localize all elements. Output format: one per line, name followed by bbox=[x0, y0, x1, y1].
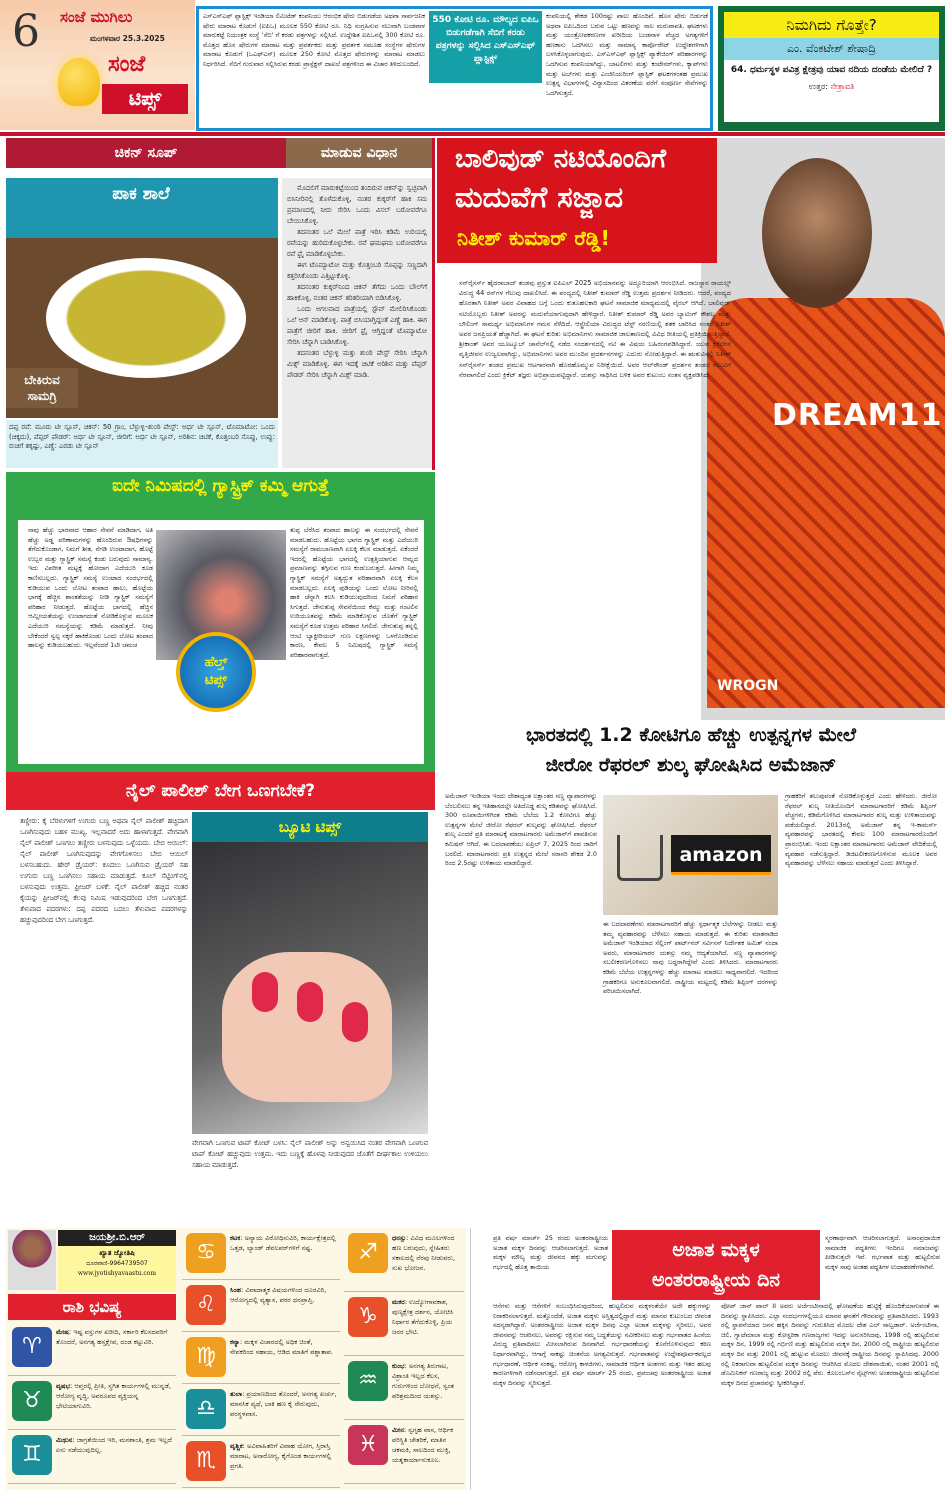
unborn-headline-line1: ಅಜಾತ ಮಕ್ಕಳ bbox=[672, 1239, 760, 1261]
astrologer-role: ಖ್ಯಾತ ಜ್ಯೋತಿಷಿ bbox=[99, 1249, 135, 1257]
sign-text: ಜಾಗ್ರತೆಯಿಂದ ಇರಿ, ಮನಶಾಂತಿ, ಶ್ರಮ ಇಲ್ಲದೆ ಏನು ನಡೆಯುವುದಿಲ್ಲ. bbox=[56, 1436, 172, 1454]
amazon-photo bbox=[603, 795, 778, 915]
bollywood-headline-line1: ಬಾಲಿವುಡ್ ನಟಿಯೊಂದಿಗೆ bbox=[455, 144, 667, 174]
horoscope-sign-3: ♊ ಮಿಥುನ: ಜಾಗ್ರತೆಯಿಂದ ಇರಿ, ಮನಶಾಂತಿ, ಶ್ರಮ ಇಲ್ಲದೆ ಏನು ನಡೆಯುವುದಿಲ್ಲ. bbox=[8, 1432, 176, 1484]
zodiac-icon: ♍ bbox=[186, 1337, 226, 1377]
nail-image bbox=[342, 1002, 368, 1042]
ingredients-title: ಬೇಕಿರುವ ಸಾಮಗ್ರಿ bbox=[6, 368, 78, 408]
quiz-answer-label: ಉತ್ತರ: bbox=[808, 82, 828, 91]
horoscope-sign-5: ♌ ಸಿಂಹ: ವಿವಾದಾತ್ಮಕ ವಿಷಯಗಳಿಂದ ದೂರವಿರಿ, ಆರೋಗ್ಯದಲ್ಲಿ ವ್ಯತ್ಯಾಸ, ಪರರ ಧನಪ್ರಾಪ್ತಿ. bbox=[182, 1282, 340, 1332]
zodiac-icon: ♒ bbox=[348, 1361, 388, 1401]
unborn-headline-line2: ಅಂತರರಾಷ್ಟ್ರೀಯ ದಿನ bbox=[652, 1269, 780, 1291]
sign-text: ಅನ್ಯಾಯ ವಿರೋಧಿಸುವಿರಿ, ಕಾರ್ಯಕ್ಷೇತ್ರದಲ್ಲಿ ಒತ್ತಡ, ಲ್ಯಾಂಡ್ ಡೆವಲಪರ್‌ಗಳಿಗೆ ನಷ್ಟ. bbox=[230, 1234, 336, 1252]
sign-name: ಕಟಕ bbox=[230, 1234, 241, 1242]
astrologer-photo bbox=[8, 1230, 56, 1290]
unborn-day-section bbox=[470, 1228, 945, 1490]
method-text bbox=[282, 178, 432, 468]
amazon-col3: ಗ್ರಾಹಕರಿಗೆ ತಲುಪುವಂತೆ ನೋಡಿಕೊಳ್ಳುತ್ತದೆ ಎಂದು ಹೇಳಿದರು. ಜೀರೋ ರೆಫರಲ್ ಶುಲ್ಕ ನೀತಿಯೊಂದಿಗೆ ಮಾರಾಟಗಾರರಿಗೆ ಕಡಿಮೆ ಶಿಪ್ಪಿಂಗ್ ವೆಚ್ಚಗಳು, ಕಡಿಮೆಗೊಳಿಸಿದ ಮಾರಾಟಗಾರರ ಶುಲ್ಕ ಮತ್ತು ಉಳಿತಾಯವನ್ನು ಪಡೆಯಲಿದ್ದಾರೆ. 2013ರಲ್ಲಿ ಅಮೆಜಾನ್ ತನ್ನ ಇ-ಕಾಮರ್ಸ್ ವ್ಯವಹಾರವನ್ನು ಭಾರತದಲ್ಲಿ ಕೇವಲ 100 ಮಾರಾಟಗಾರರೊಂದಿಗೆ ಪ್ರಾರಂಭಿಸಿತು. ಇಂದು ಲಕ್ಷಾಂತರ ಮಾರಾಟಗಾರರು ಅಮೆಜಾನ್ ವೇದಿಕೆಯಲ್ಲಿ ವ್ಯವಹಾರ ನಡೆಸುತ್ತಿದ್ದಾರೆ. ಡಿಜಿಟಲೀಕರಣಗೊಳಿಸುವ ಮೂಲಕ ಅವರ ವ್ಯವಹಾರವನ್ನು ಬೆಳೆಸಲು ಸಹಾಯ ಮಾಡುತ್ತದೆ ಎಂದು ತಿಳಿಸಿದ್ದಾರೆ. bbox=[785, 792, 937, 868]
horoscope-sign-11: ♒ ಕುಂಭ: ಅನಗತ್ಯ ತಿರುಗಾಟ, ವಿಶ್ರಾಂತಿ ಇಲ್ಲದ ಕೆಲಸ, ಗುರುಗಳಿಂದ ಬೋಧನೆ, ಸ್ವಂತ ಪರಿಶ್ರಮದಿಂದ ಯಶಸ್ಸು. bbox=[344, 1358, 464, 1420]
sign-text: ಪ್ರಯಾಣದಿಂದ ತೊಂದರೆ, ಅನಗತ್ಯ ಖರ್ಚು, ಮಾನಸಿಕ ವ್ಯಥೆ, ಬಾಕಿ ಹಣ ಕೈ ಸೇರುವುದು, ಪರಸ್ಥಳವಾಸ. bbox=[230, 1390, 337, 1418]
unborn-headline bbox=[612, 1230, 820, 1300]
badge-line1: ಹೆಲ್ತ್ bbox=[204, 655, 228, 670]
bollywood-body: ಸನ್‌ರೈಸರ್ಸ್ ಹೈದರಾಬಾದ್ ತಂಡವು ಪ್ರಸ್ತುತ ಐಪಿಎಲ್ 2025 ಅಭಿಯಾನವನ್ನು ಅದ್ದೂರಿಯಾಗಿ ಆರಂಭಿಸಿದೆ. ರಾಜಸ್ಥಾನ ರಾಯಲ್ಸ್ ವಿರುದ್ಧ 44 ರನ್‌ಗಳ ಗೆಲುವು ದಾಖಲಿಸಿದೆ. ಈ ಪಂದ್ಯದಲ್ಲಿ ನಿತೀಶ್ ಕುಮಾರ್ ರೆಡ್ಡಿ ಉತ್ತಮ ಪ್ರದರ್ಶನ ನೀಡಿದರು. ಆದರೆ, ಪಂದ್ಯದ ಹೊರತಾಗಿ ನಿತೀಶ್ ಅವರ ವಿವಾಹದ ಬಗ್ಗೆ ಒಂದು ಕುತೂಹಲಕಾರಿ ಘಟನೆ ಸಾಮಾಜಿಕ ಮಾಧ್ಯಮದಲ್ಲಿ ವೈರಲ್ ಆಗಿದೆ. ಬಾಲಿವುಡ್ ನಟಿಯೊಬ್ಬರು ನಿತೀಶ್ ಅವರನ್ನು ಮದುವೆಯಾಗುವುದಾಗಿ ಹೇಳಿದ್ದಾರೆ. ನಿತೀಶ್ ಕುಮಾರ್ ರೆಡ್ಡಿ ಅವರ ಬ್ಯಾಟಿಂಗ್ ಕೌಶಲ್ಯ ಮತ್ತು ಬೌಲಿಂಗ್ ಸಾಮರ್ಥ್ಯ ಅಭಿಮಾನಿಗಳ ಗಮನ ಸೆಳೆದಿದೆ. ಆಸ್ಟ್ರೇಲಿಯಾ ವಿರುದ್ಧದ ಟೆಸ್ಟ್ ಸರಣಿಯಲ್ಲಿ ಶತಕ ಬಾರಿಸಿದ ನಂತರ ನಿತೀಶ್ ಅವರ ಜನಪ್ರಿಯತೆ ಹೆಚ್ಚಾಗಿದೆ. ಈ ಘಟನೆ ಕುರಿತು ಅಭಿಮಾನಿಗಳು ಸಾಮಾಜಿಕ ಜಾಲತಾಣದಲ್ಲಿ ವಿವಿಧ ರೀತಿಯಲ್ಲಿ ಪ್ರತಿಕ್ರಿಯಿಸುತ್ತಿದ್ದಾರೆ. ಶ್ರೀಕಾಂತ್ ಅವರ ಯೂಟ್ಯೂಬ್ ಚಾನೆಲ್‌ನಲ್ಲಿ ನಡೆದ ಸಂದರ್ಶನದಲ್ಲಿ ನಟಿ ಈ ವಿಷಯ ಬಹಿರಂಗಪಡಿಸಿದ್ದಾರೆ. ಯುವ ಕ್ರಿಕೆಟಿಗನ ವೃತ್ತಿಜೀವನ ಉಜ್ವಲವಾಗಿದ್ದು, ಅಭಿಮಾನಿಗಳು ಅವರ ಮುಂದಿನ ಪ್ರದರ್ಶನಗಳನ್ನು ಎದುರು ನೋಡುತ್ತಿದ್ದಾರೆ. ಈ ಋತುವಿನಲ್ಲಿ ನಿತೀಶ್ ಸನ್‌ರೈಸರ್ಸ್ ತಂಡದ ಪ್ರಮುಖ ಆಟಗಾರನಾಗಿ ಹೊರಹೊಮ್ಮುವ ನಿರೀಕ್ಷೆಯಿದೆ. ಅವರ ಆಲ್‌ರೌಂಡ್ ಪ್ರದರ್ಶನ ತಂಡದ ಗೆಲುವಿಗೆ ನೆರವಾಗಲಿದೆ ಎಂದು ಕ್ರಿಕೆಟ್ ತಜ್ಞರು ಅಭಿಪ್ರಾಯಪಟ್ಟಿದ್ದಾರೆ. ಯಶಸ್ಸು ಸಾಧಿಸಿದ ಬಳಿಕ ಅವರ ಕುಟುಂಬ ಸಂತಸ ವ್ಯಕ್ತಪಡಿಸಿದೆ. bbox=[459, 279, 731, 379]
sign-name: ಕುಂಭ bbox=[392, 1362, 405, 1370]
nail-image bbox=[297, 982, 323, 1022]
horoscope-sign-8: ♏ ವೃಶ್ಚಿಕ: ಅವಿವಾಹಿತರಿಗೆ ವಿವಾಹ ಯೋಗ, ಸ್ತಿರಾಸ್ತಿ ಮಾರಾಟ, ಅನಾರೋಗ್ಯ, ಕೈಗೊಂಡ ಕಾರ್ಯಗಳಲ್ಲಿ ಪ್ರಗತಿ. bbox=[182, 1438, 340, 1488]
soup-bowl-image bbox=[46, 258, 246, 378]
health-tips-badge bbox=[176, 632, 256, 712]
sign-name: ವೃಶ್ಚಿಕ bbox=[230, 1442, 243, 1450]
unborn-lead: ಪ್ರತಿ ವರ್ಷ ಮಾರ್ಚ್ 25 ರಂದು ಅಂತರರಾಷ್ಟ್ರೀಯ ಅಜಾತ ಮಕ್ಕಳ ದಿನವನ್ನು ಆಚರಿಸಲಾಗುತ್ತದೆ. ಅಜಾತ ಮಕ್ಕಳ ಮೌಲ್ಯ ಮತ್ತು ಜೀವನದ ಹಕ್ಕು ಮಗುವನ್ನು ಗರ್ಭದಲ್ಲಿ ಹೊತ್ತ ತಾಯಿಯ bbox=[493, 1234, 608, 1271]
horoscope-sign-2: ♉ ವೃಷಭ: ಆಪ್ತರಲ್ಲಿ ಪ್ರೀತಿ, ಸ್ಥಗಿತ ಕಾರ್ಯಗಳಲ್ಲಿ ಮುನ್ನಡೆ, ಆರೋಗ್ಯ ವೃದ್ಧಿ, ಅಪರೂಪದ ವ್ಯಕ್ತಿಯನ್ನ ಭೇಟಿಯಾಗುವಿರಿ. bbox=[8, 1378, 176, 1430]
section-label: ಪಾಕ ಶಾಲೆ bbox=[112, 184, 170, 204]
zodiac-icon: ♐ bbox=[348, 1233, 388, 1273]
sign-name: ಮಕರ bbox=[392, 1298, 405, 1306]
sign-text: ಉದ್ಯೋಗಾವಕಾಶ, ಪುಣ್ಯಕ್ಷೇತ್ರ ದರ್ಶನ, ಯೋಚಿಸಿ ನಿರ್ಧಾರ ತೆಗೆದುಕೊಳ್ಳಿ, ಪ್ರಿಯ ಜನರ ಭೇಟಿ. bbox=[392, 1298, 454, 1336]
recipe-title: ಚಿಕನ್ ಸೂಪ್ bbox=[6, 138, 286, 168]
soup-photo bbox=[6, 178, 278, 418]
beauty-col2: ವೇಗವಾಗಿ ಒಣಗುವ ಟಾಪ್ ಕೋಟ್ ಬಳಸಿ: ನೈಲ್ ಪಾಲೀಶ್ ಅನ್ನು ಅನ್ವಯಿಸಿದ ನಂತರ ವೇಗವಾಗಿ ಒಣಗುವ ಟಾಪ್ ಕೋಟ್ ಹಚ್ಚುವುದು ಉತ್ತಮ. ಇದು ಬಣ್ಣಕ್ಕೆ ಹೊಳಪು ನೀಡುವುದರ ಜೊತೆಗೆ ದೀರ್ಘಕಾಲ ಉಳಿಯಲು ಸಹಾಯ ಮಾಡುತ್ತದೆ. bbox=[192, 1139, 428, 1169]
bollywood-section bbox=[437, 138, 945, 720]
shopping-cart-icon bbox=[617, 835, 663, 881]
method-step: ತದನಂತರ ಒಲೆ ಮೇಲೆ ಪಾತ್ರೆ ಇರಿಸಿ ಕಡಿಮೆ ಉರಿಯಲ್ಲಿ ರವೆಯನ್ನು ಹುರಿದುಕೊಳ್ಳಬೇಕು. ರವೆ ಘಮಘಮ ಬರೋವರೆಗೂ ರವೆ ಫ್ರೈ ಮಾಡಿಕೊಳ್ಳಬೇಕು. bbox=[287, 228, 427, 258]
horoscope-section bbox=[6, 1228, 466, 1490]
quiz-question: 64. ಧರ್ಮಸ್ಥಳ ಪವಿತ್ರ ಕ್ಷೇತ್ರವು ಯಾವ ನದಿಯ ದಂಡೆಯ ಮೇಲಿದೆ ? bbox=[730, 65, 933, 75]
zodiac-icon: ♌ bbox=[186, 1285, 226, 1325]
jersey-brand: WROGN bbox=[717, 678, 779, 694]
beauty-col1: ತಣ್ಣೀರು: ಕೈ ಬೆರಳುಗಳಿಗೆ ಉಗುರು ಬಣ್ಣ ಅಥವಾ ನೈಲ್ ಪಾಲೀಶ್ ಹಚ್ಚಿದಾಗ ಒಣಗಿಸುವುದು ಬಹಳ ಮುಖ್ಯ. ಇಲ್ಲವಾದರೆ ಅದು ಹಾಳಾಗುತ್ತದೆ. ವೇಗವಾಗಿ ನೈಲ್ ಪಾಲೀಶ್ ಒಣಗಲು ತಣ್ಣೀರು ಬಳಸುವುದು ಒಳ್ಳೆಯದು. ಬೇಬಿ ಆಯಿಲ್: ನೈಲ್ ಪಾಲೀಶ್ ಒಣಗಿಸುವುದನ್ನು ವೇಗಗೊಳಿಸಲು ಬೇಬಿ ಆಯಿಲ್ ಬಳಸಬಹುದು. ಹೇರ್ ಡ್ರೈಯರ್: ಕೂದಲು ಒಣಗಿಸುವ ಡ್ರೈಯರ್ ಸಹ ಉಗುರು ಬಣ್ಣ ಒಣಗಿಸಲು ಸಹಾಯ ಮಾಡುತ್ತದೆ. ಕೂಲ್ ಸೆಟ್ಟಿಂಗ್‌ನಲ್ಲಿ ಬಳಸುವುದು ಉತ್ತಮ. ಫ್ರೀಜರ್ ಬಳಕೆ: ನೈಲ್ ಪಾಲೀಶ್ ಹಚ್ಚಿದ ನಂತರ ಕೈಯನ್ನು ಫ್ರೀಜರ್‌ನಲ್ಲಿ ಕೆಲವು ನಿಮಿಷ ಇಡುವುದರಿಂದ ಬೇಗ ಒಣಗುತ್ತದೆ. ತೆಳುವಾದ ಪದರಗಳು: ದಪ್ಪ ಪದರದ ಬದಲು ತೆಳುವಾದ ಪದರಗಳನ್ನು ಹಚ್ಚುವುದರಿಂದ ಬೇಗ ಒಣಗುತ್ತದೆ. bbox=[20, 817, 188, 924]
publication-date: ಮಂಗಳವಾರ 25.3.2025 bbox=[90, 34, 165, 43]
method-step: ತದನಂತರ ಕುಕ್ಕರ್‌ನಿಂದ ಚಿಕನ್ ತೆಗೆದು ಒಂದು ಬೌಲ್‌ಗೆ ಹಾಕಿಕೊಳ್ಳಿ, ನಂತರ ಚಿಕನ್ ತರಿತರಿಯಾಗಿ ಬಿಡಿಸಿಕೊಳ್ಳಿ. bbox=[287, 283, 427, 302]
unborn-col2: ಪೋಪ್ ಜಾನ್ ಪಾಲ್ II ಅವರು ಅರ್ಜೆಂಟೀನಾದಲ್ಲಿ ಘೋಷಣೆಯ ಹುಟ್ಟಿಕ್ಕೆ ಹೊಂದಿಕೆಯಾಗುವಂತೆ ಈ ದಿನವನ್ನು ಸ್ಥಾಪಿಸಿದರು. ಎಲ್ಲಾ ಸಂದರ್ಭಗಳಲ್ಲಿಯೂ ಮಾನವ ಘನತೆಗೆ ಗೌರವವನ್ನು ಪ್ರತಿಪಾದಿಸಿದರು. 1993 ರಲ್ಲಿ ಸ್ಥಾಪನೆಯಾದ ಜನನ ಹಕ್ಕಿನ ದಿನವನ್ನು ಗುರುತಿಸಿದ ಮೊದಲ ದೇಶ ಎಲ್ ಸಾಲ್ವಡಾರ್. ಅರ್ಜೆಂಟೀನಾ, ಚಿಲಿ, ಗ್ವಾಟೆಮಾಲಾ ಮತ್ತು ಕೋಸ್ಟರಿಕಾ ಗಣರಾಜ್ಯಗಳು ಇದನ್ನು ಅನುಸರಿಸಿದವು, 1998 ರಲ್ಲಿ ಹುಟ್ಟಲಿರುವ ಮಕ್ಕಳ ದಿನ, 1999 ರಲ್ಲಿ ಗರ್ಭಿಣಿ ಮತ್ತು ಹುಟ್ಟಲಿರುವ ಮಕ್ಕಳ ದಿನ, 2000 ರಲ್ಲಿ ರಾಷ್ಟ್ರೀಯ ಹುಟ್ಟಲಿರುವ ಮಕ್ಕಳ ದಿನ ಮತ್ತು 2001 ರಲ್ಲಿ ಹುಟ್ಟುವ ಮೊದಲು ಜೀವನಕ್ಕೆ ರಾಷ್ಟ್ರೀಯ ದಿನವನ್ನು ಸ್ಥಾಪಿಸಿದವು. 2000 ರಲ್ಲಿ ನಿಕರಾಗುವಾ ಹುಟ್ಟಲಿರುವ ಮಕ್ಕಳ ದಿನವನ್ನು ಆಚರಿಸಿದ ಮೊದಲ ದೇಶವಾಯಿತು, ನಂತರ 2001 ರಲ್ಲಿ ಡೊಮಿನಿಕನ್ ಗಣರಾಜ್ಯ ಮತ್ತು 2002 ರಲ್ಲಿ ಪೆರು. ಕೊಲಂಬಸ್‌ನ ನೈಟ್ಸ್‌ಗಳು ಅಂತರರಾಷ್ಟ್ರೀಯ ಹುಟ್ಟಲಿರುವ ಮಕ್ಕಳ ದಿನದ ಪ್ರಚಾರವನ್ನು ಸ್ವೀಕರಿಸಿದ್ದಾರೆ. bbox=[721, 1302, 939, 1387]
method-title: ಮಾಡುವ ವಿಧಾನ bbox=[286, 138, 432, 168]
amazon-headline-line1: ಭಾರತದಲ್ಲಿ 1.2 ಕೋಟಿಗೂ ಹೆಚ್ಚು ಉತ್ಪನ್ನಗಳ ಮೇಲೆ bbox=[526, 724, 856, 746]
sign-text: ಆಪ್ತರಲ್ಲಿ ಪ್ರೀತಿ, ಸ್ಥಗಿತ ಕಾರ್ಯಗಳಲ್ಲಿ ಮುನ್ನಡೆ, ಆರೋಗ್ಯ ವೃದ್ಧಿ, ಅಪರೂಪದ ವ್ಯಕ್ತಿಯನ್ನ ಭೇಟಿಯಾಗುವಿರಿ. bbox=[56, 1382, 171, 1410]
astrologer-website[interactable]: www.jyotishyavaastu.com bbox=[77, 1270, 157, 1277]
method-step: ತದನಂತರ ಬೆಳ್ಳುಳ್ಳಿ ಮತ್ತು ಶುಂಠಿ ಪೇಸ್ಟ್ ಸೇರಿಸಿ ಚೆನ್ನಾಗಿ ಮಿಕ್ಸ್ ಮಾಡಿಕೊಳ್ಳಿ. ಈಗ ಇದಕ್ಕೆ ಚಿಟಿಕೆ ಅರಿಶಿನ ಮತ್ತು ಪೆಪ್ಪರ್ ಪೌಡರ್ ಸೇರಿಸಿ ಚೆನ್ನಾಗಿ ಮಿಕ್ಸ್ ಮಾಡಿ. bbox=[287, 349, 427, 379]
bulb-icon bbox=[58, 58, 100, 106]
sign-name: ವೃಷಭ bbox=[56, 1382, 70, 1390]
amazon-logo: amazon bbox=[671, 835, 771, 875]
sign-name: ಮಿಥುನ bbox=[56, 1436, 73, 1444]
sign-text: ಮಕ್ಕಳ ವಿಚಾರದಲ್ಲಿ ಅಧಿಕ ಚಿಂತೆ, ಸೇವಕರಿಂದ ಸಹಾಯ, ಆಡಿದ ಮಾತಿಗೆ ಪಶ್ಚಾತಾಪ. bbox=[230, 1338, 334, 1356]
quiz-title: ನಿಮಗಿದು ಗೊತ್ತೇ? bbox=[724, 12, 939, 38]
amazon-col1: ಅಮೆಜಾನ್ ಇಂಡಿಯಾ ಇಂದು ದೇಶಾದ್ಯಂತ ಲಕ್ಷಾಂತರ ಸಣ್ಣ ವ್ಯಾಪಾರಗಳನ್ನು ಬೆಂಬಲಿಸಲು ತನ್ನ ಇತಿಹಾಸದಲ್ಲೇ ಅತಿದೊಡ್ಡ ಶುಲ್ಕ ಕಡಿತವನ್ನು ಘೋಷಿಸಿದೆ. 300 ರೂಪಾಯಿಗಳಿಗಿಂತ ಕಡಿಮೆ ಬೆಲೆಯ 1.2 ಕೋಟಿಗೂ ಹೆಚ್ಚು ಉತ್ಪನ್ನಗಳ ಮೇಲೆ ಜೀರೋ ರೆಫರಲ್ ಶುಲ್ಕವನ್ನು ಘೋಷಿಸಿದೆ. ರೆಫರಲ್ ಶುಲ್ಕ ಎಂದರೆ ಪ್ರತಿ ಮಾರಾಟಕ್ಕೆ ಮಾರಾಟಗಾರರು ಅಮೆಜಾನ್‌ಗೆ ಪಾವತಿಸುವ ಕಮಿಷನ್ ಆಗಿದೆ. ಈ ಬದಲಾವಣೆಯು ಏಪ್ರಿಲ್ 7, 2025 ರಿಂದ ಜಾರಿಗೆ ಬರಲಿದೆ. ಮಾರಾಟಗಾರರು ಪ್ರತಿ ಉತ್ಪನ್ನದ ಮೇಲೆ ಸರಾಸರಿ ಶೇಕಡ 2.0 ರಿಂದ 2.5ರಷ್ಟು ಉಳಿತಾಯ ಮಾಡಲಿದ್ದಾರೆ. bbox=[445, 792, 597, 868]
beauty-section-label: ಬ್ಯೂಟಿ ಟಿಪ್ಸ್ bbox=[192, 812, 428, 842]
top-article-headline: 550 ಕೋಟಿ ರೂ. ಮೌಲ್ಯದ ಐಪಿಒ ಬಿಡುಗಡೆಗಾಗಿ ಸೆಬಿಗೆ ಕರಡು ಪತ್ರಗಳನ್ನು ಸಲ್ಲಿಸಿದ ಎಸ್‌ಎಸ್‌ಎಫ್ ಪ್ಲಾಸ್ಟಿಕ್ಸ್ bbox=[429, 11, 542, 83]
sign-name: ಮೀನ bbox=[392, 1426, 404, 1434]
top-article-col1: ಎಸ್‌ಎಸ್‌ಎಫ್ ಪ್ಲಾಸ್ಟಿಕ್ಸ್ ಇಂಡಿಯಾ ಲಿಮಿಟೆಡ್ ಕಂಪನಿಯು ಆರಂಭಿಕ ಷೇರು ಬಿಡುಗಡೆಯ ಅಥವಾ ಸಾರ್ವಜನಿಕ ಷೇರು ಮಾರಾಟ ಕೊಡುಗೆ (ಐಪಿಒ) ಮೂಲಕ 550 ಕೋಟಿ ರೂ. ನಿಧಿ ಸಂಗ್ರಹಿಸುವ ಸಲುವಾಗಿ ಬಂಡವಾಳ ಮಾರುಕಟ್ಟೆ ನಿಯಂತ್ರಕ ಸಂಸ್ಥೆ 'ಸೆಬಿ' ಗೆ ಕರಡು ಪತ್ರಗಳನ್ನು ಸಲ್ಲಿಸಿದೆ. ಉದ್ದೇಶಿತ ಐಪಿಒನಲ್ಲಿ 300 ಕೋಟಿ ರೂ. ಮೊತ್ತದ ಹೊಸ ಷೇರುಗಳ ಮಾರಾಟ ಮತ್ತು ಪ್ರವರ್ತಕರು ಮತ್ತು ಪ್ರವರ್ತಕ ಸಮೂಹ ಸಂಸ್ಥೆಗಳ ಷೇರುಗಳ ಮಾರಾಟ ಕೊಡುಗೆ (ಒಎಫ್‌ಎಸ್) ಮೂಲಕ 250 ಕೋಟಿ ಮೊತ್ತದ ಷೇರುಗಳನ್ನು ಮಾರಾಟ ಮಾಡಲು ನಿರ್ಧರಿಸಿದೆ. ಸೆಬಿಗೆ ಗುರುವಾರ ಸಲ್ಲಿಸಿರುವ ಕರಡು ಪ್ರಾಸ್ಪೆಕ್ಟಸ್ ದಾಖಲೆ ಪತ್ರಗಳಿಂದ ಈ ವಿಚಾರ ತಿಳಿದುಬಂದಿದೆ. bbox=[203, 12, 425, 68]
sign-text: ವಿವಿಧ ಮೂಲಗಳಿಂದ ಹಣ ಬರುವುದು, ಸ್ನೇಹಿತರು ಸಕಾಲದಲ್ಲಿ ನೆರವು ನೀಡುವರು, ಸುಖ ಭೋಜನ. bbox=[392, 1234, 456, 1272]
sign-text: ಇಷ್ಟ ವಸ್ತುಗಳ ಖರೀದಿ, ಸರ್ಕಾರಿ ಕೆಲಸದವರಿಗೆ ತೊಂದರೆ, ಅನಗತ್ಯ ಹಸ್ತಕ್ಷೇಪ, ದಂಡ ಕಟ್ಟುವಿರಿ. bbox=[56, 1328, 168, 1346]
method-step: ಒಂದು ಅಗಲವಾದ ಪಾತ್ರೆಯಲ್ಲಿ ಸ್ಟೌವ್ ಮೇಲಿರಿಸಿಕೊಂಡು ಒಲೆ ಆನ್ ಮಾಡಿಕೊಳ್ಳಿ. ಪಾತ್ರೆ ಬಿಸಿಯಾಗ್ತಿದ್ದಂತೆ ಎಣ್ಣೆ ಹಾಕಿ. ಈಗ ಪಾತ್ರೆಗೆ ಜೀರಿಗೆ ಹಾಕಿ. ಜೀರಿಗೆ ಫ್ರೈ ಆಗ್ತಿದ್ದಂತೆ ಟೊಮ್ಯಾಟೋ ಸೇರಿಸಿ ಚೆನ್ನಾಗಿ ಬಾಡಿಸಿಕೊಳ್ಳಿ. bbox=[287, 305, 427, 346]
horoscope-sign-1: ♈ ಮೇಷ: ಇಷ್ಟ ವಸ್ತುಗಳ ಖರೀದಿ, ಸರ್ಕಾರಿ ಕೆಲಸದವರಿಗೆ ತೊಂದರೆ, ಅನಗತ್ಯ ಹಸ್ತಕ್ಷೇಪ, ದಂಡ ಕಟ್ಟುವಿರಿ. bbox=[8, 1324, 176, 1376]
top-article bbox=[196, 6, 713, 131]
health-col1: ನಾವು ಹೆಚ್ಚು ಭಾರವಾದ ಆಹಾರ ಸೇವನೆ ಮಾಡಿದಾಗ, ಅತಿ ಹೆಚ್ಚು ಅಡ್ಡ ಪರಿಣಾಮಗಳನ್ನು ಹೊಂದಿರುವ ಔಷಧಿಗಳನ್ನು ತೆಗೆದುಕೊಂಡಾಗ, ನಿಮಗೆ ಶೀತ, ನೆಗಡಿ ಉಂಟಾದಾಗ, ಹೊಟ್ಟೆ ಉಬ್ಬರ ಮತ್ತು ಗ್ಯಾಸ್ಟ್ರಿಕ್ ಸಮಸ್ಯೆ ಕಂಡು ಬರುವುದು ಸಾಮಾನ್ಯ. ಇದು ವಿಪರೀತ ಮಟ್ಟಕ್ಕೆ ಹೋದಾಗ ಎದೆಯುರಿ ಕೂಡ ಕಾಣಿಸಬಲ್ಲದು. ಗ್ಯಾಸ್ಟ್ರಿಕ್ ಸಮಸ್ಯೆ ಉಂಟಾದ ಸಂದರ್ಭದಲ್ಲಿ ಕುಡಿಯುವ ಒಂದು ಲೋಟ ತಂಪಾದ ಹಾಲು, ಹೊಟ್ಟೆಯ ಭಾಗಕ್ಕೆ ಹೆಚ್ಚಿನ ಶಾಂತತೆಯನ್ನು ನೀಡಿ ಗ್ಯಾಸ್ಟ್ರಿಕ್ ಸಮಸ್ಯೆಗೆ ಪರಿಹಾರ ನೀಡುತ್ತದೆ. ಹೊಟ್ಟೆಯ ಭಾಗದಲ್ಲಿ ಹೆಚ್ಚಿನ ಆಮ್ಲೀಯತೆಯನ್ನು ಉಂಟಾಗದಂತೆ ನೋಡಿಕೊಳ್ಳುವ ಮೂಲಕ ಎದೆಯುರಿ ಸಮಸ್ಯೆಯನ್ನು ಕಡಿಮೆ ಮಾಡುತ್ತದೆ. ನೀವು ಬೇಕೆಂದರೆ ಸ್ವಲ್ಪ ಸಕ್ಕರೆ ಹಾಕಿಕೊಂಡು ಒಂದು ಲೋಟ ತಂಪಾದ ಹಾಲನ್ನು ಕುಡಿಯಬಹುದು. ಇಲ್ಲವೆಂದರೆ 1ಟೀ ಚಮಚ bbox=[28, 526, 153, 650]
quiz-author: ಎಂ. ವೆಂಕಟೇಶ್ ಶೇಷಾದ್ರಿ bbox=[724, 38, 939, 60]
method-step: ಈಗ ಟೊಮ್ಯಾಟೋ ಮತ್ತು ಕೊತ್ತಂಬರಿ ಸೊಪ್ಪನ್ನು ಸಣ್ಣದಾಗಿ ಕತ್ತರಿಸಿಕೊಂಡು ಎತ್ತಿಟ್ಟುಕೊಳ್ಳಿ. bbox=[287, 261, 427, 280]
amazon-col2: ಈ ಬದಲಾವಣೆಗಳು ಮಾರಾಟಗಾರರಿಗೆ ಹೆಚ್ಚು ಸ್ಪರ್ಧಾತ್ಮಕ ಬೆಲೆಗಳನ್ನು ನೀಡಲು ಮತ್ತು ತಮ್ಮ ವ್ಯವಹಾರವನ್ನು ಬೆಳೆಸಲು ಸಹಾಯ ಮಾಡುತ್ತದೆ. ಈ ಕುರಿತು ಮಾತನಾಡಿದ ಅಮೆಜಾನ್ ಇಂಡಿಯಾದ ಸೆಲ್ಲಿಂಗ್ ಪಾರ್ಟ್‌ನರ್ ಸರ್ವಿಸಸ್ ನಿರ್ದೇಶಕ ಅಮಿತ್ ನಂದಾ ಅವರು, ಮಾರಾಟಗಾರರ ಯಶಸ್ಸು ನಮ್ಮ ಆದ್ಯತೆಯಾಗಿದೆ. ಸಣ್ಣ ವ್ಯಾಪಾರಗಳನ್ನು ಸಬಲೀಕರಣಗೊಳಿಸಲು ನಾವು ಬದ್ಧರಾಗಿದ್ದೇವೆ ಎಂದು ತಿಳಿಸಿದರು. ಮಾರಾಟಗಾರರು ಕಡಿಮೆ ಬೆಲೆಯ ಉತ್ಪನ್ನಗಳನ್ನು ಹೆಚ್ಚು ಮಾರಾಟ ಮಾಡಲು ಸಾಧ್ಯವಾಗಲಿದೆ. ಇದರಿಂದ ಗ್ರಾಹಕರಿಗೂ ಅನುಕೂಲವಾಗಲಿದೆ. ರಾಷ್ಟ್ರೀಯ ಮಟ್ಟದಲ್ಲಿ ಕಡಿಮೆ ಶಿಪ್ಪಿಂಗ್ ದರಗಳನ್ನು ಪರಿಚಯಿಸಲಾಗಿದೆ. bbox=[603, 920, 778, 996]
beauty-section bbox=[6, 772, 435, 1225]
top-article-continued bbox=[203, 87, 708, 125]
zodiac-icon: ♈ bbox=[12, 1327, 52, 1367]
zodiac-icon: ♎ bbox=[186, 1389, 226, 1429]
sign-name: ಸಿಂಹ bbox=[230, 1286, 241, 1294]
jersey-sponsor: DREAM11 bbox=[772, 398, 943, 433]
amazon-headline-line2: ಜೀರೋ ರೆಫರಲ್ ಶುಲ್ಕ ಘೋಷಿಸಿದ ಅಮೆಜಾನ್ bbox=[545, 754, 837, 776]
zodiac-icon: ♓ bbox=[348, 1425, 388, 1465]
horoscope-title: ರಾಶಿ ಭವಿಷ್ಯ bbox=[8, 1294, 176, 1320]
horoscope-sign-6: ♍ ಕನ್ಯಾ: ಮಕ್ಕಳ ವಿಚಾರದಲ್ಲಿ ಅಧಿಕ ಚಿಂತೆ, ಸೇವಕರಿಂದ ಸಹಾಯ, ಆಡಿದ ಮಾತಿಗೆ ಪಶ್ಚಾತಾಪ. bbox=[182, 1334, 340, 1384]
section-title-line2: ಟಿಪ್ಸ್ bbox=[102, 84, 188, 114]
amazon-section bbox=[437, 720, 945, 1225]
sign-text: ಅವಿವಾಹಿತರಿಗೆ ವಿವಾಹ ಯೋಗ, ಸ್ತಿರಾಸ್ತಿ ಮಾರಾಟ, ಅನಾರೋಗ್ಯ, ಕೈಗೊಂಡ ಕಾರ್ಯಗಳಲ್ಲಿ ಪ್ರಗತಿ. bbox=[230, 1442, 332, 1470]
ingredients-list: ದಪ್ಪ ರವೆ: ಮೂರು ಟೀ ಸ್ಪೂನ್, ಚಿಕನ್: 50 ಗ್ರಾಂ, ಬೆಳ್ಳುಳ್ಳಿ–ಶುಂಠಿ ಪೇಸ್ಟ್: ಅರ್ಧ ಟೀ ಸ್ಪೂನ್, ಟೊಮಾಟೋ: ಒಂದು (ಚಿಕ್ಕದು), ಪೆಪ್ಪರ್ ಪೌಡರ್: ಅರ್ಧ ಟೀ ಸ್ಪೂನ್, ಜೀರಿಗೆ: ಅರ್ಧ ಟೀ ಸ್ಪೂನ್, ಅರಿಶಿನ: ಚಿಟಿಕೆ, ಕೊತ್ತಂಬರಿ ಸೊಪ್ಪು, ಉಪ್ಪು: ರುಚಿಗೆ ತಕ್ಕಷ್ಟು, ಎಣ್ಣೆ: ಎರಡು ಟೀ ಸ್ಪೂನ್ bbox=[6, 420, 278, 468]
astrologer-phone: ದೂರವಾಣಿ-9964739507 bbox=[86, 1260, 148, 1267]
section-title-line1: ಸಂಜೆ bbox=[108, 52, 146, 77]
newspaper-title: ಸಂಜೆ ಮುಗಿಲು bbox=[60, 8, 133, 26]
badge-line2: ಟಿಪ್ಸ್ bbox=[204, 673, 228, 688]
horoscope-sign-7: ♎ ತುಲಾ: ಪ್ರಯಾಣದಿಂದ ತೊಂದರೆ, ಅನಗತ್ಯ ಖರ್ಚು, ಮಾನಸಿಕ ವ್ಯಥೆ, ಬಾಕಿ ಹಣ ಕೈ ಸೇರುವುದು, ಪರಸ್ಥಳವಾಸ. bbox=[182, 1386, 340, 1436]
beauty-headline: ನೈಲ್ ಪಾಲೀಶ್ ಬೇಗ ಒಣಗಬೇಕೆ? bbox=[6, 772, 435, 810]
astrologer-name: ಜಯಶ್ರೀ.ಬಿ.ಆರ್ bbox=[58, 1230, 176, 1246]
zodiac-icon: ♏ bbox=[186, 1441, 226, 1481]
top-article-col2: ಕಂಪನಿಯಲ್ಲಿ ಶೇಕಡ 100ರಷ್ಟು ಪಾಲು ಹೊಂದಿವೆ. ಹೊಸ ಷೇರು ಬಿಡುಗಡೆ ಅಥವಾ ಐಪಿಒದಿಂದ ಬರುವ ಒಟ್ಟು ಹಣವನ್ನು ಸಾಲ ಮರುಪಾವತಿ, ಘಟಕಗಳು ಮತ್ತು ಯಂತ್ರೋಪಕರಣಗಳ ಖರೀದಿಯ ಬಂಡವಾಳ ವೆಚ್ಚದ ಅಗತ್ಯಗಳಿಗೆ ಹಣಕಾಸು ಒದಗಿಸಲು ಮತ್ತು ಸಾಮಾನ್ಯ ಕಾರ್ಪೊರೇಟ್ ಉದ್ದೇಶಗಳಿಗಾಗಿ ಬಳಸಿಕೊಳ್ಳಲಾಗುವುದು. ಎಸ್‌ಎಸ್‌ಎಫ್ ಪ್ಲಾಸ್ಟಿಕ್ಸ್ ಪ್ಯಾಕೇಜಿಂಗ್ ಪರಿಹಾರಗಳನ್ನು ಒದಗಿಸುವ ಕಂಪನಿಯಾಗಿದ್ದು, ಬಾಟಲಿಗಳು ಮತ್ತು ಕಂಟೇನರ್‌ಗಳು, ಕ್ಯಾಪ್‌ಗಳು ಮತ್ತು ಟಬ್‌ಗಳು ಮತ್ತು ಎಂಜಿನಿಯರಿಂಗ್ ಪ್ಲಾಸ್ಟಿಕ್ ಘಟಕಗಳಂತಹ ಪ್ರಮುಖ ಉತ್ಪನ್ನ ವಿಭಾಗಗಳಲ್ಲಿ ವಿನ್ಯಾಸದಿಂದ ವಿತರಣೆಯ ವರೆಗೆ ಸಂಪೂರ್ಣ ಸೇವೆಗಳನ್ನು ಒದಗಿಸುತ್ತದೆ. bbox=[546, 12, 708, 97]
quiz-answer: ನೇತ್ರಾವತಿ bbox=[830, 82, 855, 91]
masthead bbox=[0, 0, 195, 130]
sign-name: ಮೇಷ bbox=[56, 1328, 69, 1336]
nail-image bbox=[252, 972, 278, 1012]
zodiac-icon: ♉ bbox=[12, 1381, 52, 1421]
zodiac-icon: ♑ bbox=[348, 1297, 388, 1337]
unborn-col1: ಆಸೆಗಳು ಮತ್ತು ಆಸೆಗಳಿಗೆ ಸಂಬಂಧಿಸಿರುವುದರಿಂದ, ಹುಟ್ಟಲಿರುವ ಮಕ್ಕಳಂತೆಯೇ ಅದೇ ಹಕ್ಕುಗಳನ್ನು ನಿರಾಕರಿಸಲಾಗುತ್ತದೆ. ಮತ್ತೊಂದೆಡೆ, ಅಜಾತ ಮಕ್ಕಳು ಅಸ್ತಿತ್ವದಲ್ಲಿದ್ದಾರೆ ಮತ್ತು ಮಾನವ ಕುಟುಂಬದ ಜೀವಂತ ಸದಸ್ಯರಾಗಿದ್ದಾರೆ. ಅಂತರರಾಷ್ಟ್ರೀಯ ಅಜಾತ ಮಕ್ಕಳ ದಿನವು ಎಲ್ಲಾ ಅಜಾತ ಮಕ್ಕಳನ್ನು ಸ್ಮರಿಸಲು, ಅವರ ಜೀವನವನ್ನು ಆಚರಿಸಲು, ಅವರನ್ನು ರಕ್ಷಿಸುವ ನಮ್ಮ ಬದ್ಧತೆಯನ್ನು ನವೀಕರಿಸಲು ಮತ್ತು ಗರ್ಭಪಾತದ ಹಿಂಸೆಯ ವಿರುದ್ಧ ಪ್ರತಿಪಾದಿಸಲು ಮೀಸಲಾಗಿರುವ ದಿನವಾಗಿದೆ. ಗರ್ಭಧಾರಣೆಯನ್ನು ಕೊನೆಗೊಳಿಸುವುದು ಕಠಿಣ ನಿರ್ಧಾರವಾಗಿದ್ದು, ಆಗಾಗ್ಗೆ ಸಾಕಷ್ಟು ಚಿಂತನೆಯ ಅಗತ್ಯವಿರುತ್ತದೆ. ಗರ್ಭಪಾತವನ್ನು ಉದ್ದೇಶಪೂರ್ವಕವಲ್ಲದ ಗರ್ಭಧಾರಣೆ, ಆರ್ಥಿಕ ಸಂಕಷ್ಟ, ಆರೋಗ್ಯ ಕಾಳಜಿಗಳು, ಸಾಮಾಜಿಕ ಆರ್ಥಿಕ ಅಂಶಗಳು ಮತ್ತು ಇತರ ಹಲವು ಕಾರಣಗಳಿಗಾಗಿ ನಡೆಸಲಾಗುತ್ತದೆ. ಪ್ರತಿ ವರ್ಷ ಮಾರ್ಚ್ 25 ರಂದು, ಪ್ರಪಂಚವು ಅಂತರರಾಷ್ಟ್ರೀಯ ಅಜಾತ ಮಕ್ಕಳ ದಿನವನ್ನು ಸ್ಮರಿಸುತ್ತದೆ. bbox=[493, 1302, 711, 1387]
sign-name: ಧನಸ್ಸು bbox=[392, 1234, 407, 1242]
sign-name: ಕನ್ಯಾ bbox=[230, 1338, 240, 1346]
quiz-box bbox=[718, 6, 945, 131]
nail-polish-photo bbox=[192, 812, 428, 1134]
horoscope-sign-10: ♑ ಮಕರ: ಉದ್ಯೋಗಾವಕಾಶ, ಪುಣ್ಯಕ್ಷೇತ್ರ ದರ್ಶನ, ಯೋಚಿಸಿ ನಿರ್ಧಾರ ತೆಗೆದುಕೊಳ್ಳಿ, ಪ್ರಿಯ ಜನರ ಭೇಟಿ. bbox=[344, 1294, 464, 1356]
cricketer-head bbox=[762, 158, 872, 308]
horoscope-sign-4: ♋ ಕಟಕ: ಅನ್ಯಾಯ ವಿರೋಧಿಸುವಿರಿ, ಕಾರ್ಯಕ್ಷೇತ್ರದಲ್ಲಿ ಒತ್ತಡ, ಲ್ಯಾಂಡ್ ಡೆವಲಪರ್‌ಗಳಿಗೆ ನಷ್ಟ. bbox=[182, 1230, 340, 1280]
zodiac-icon: ♋ bbox=[186, 1233, 226, 1273]
unborn-right-top: ಸ್ಮರಣಾರ್ಥವಾಗಿ ಆಚರಿಸಲಾಗುತ್ತದೆ. ಅಸಾಂಪ್ರದಾಯಿಕ ಸಾಮಾಜಿಕ ಪದ್ಧತಿಗಳು ಇಂದಿಗೂ ಸಮಾಜವನ್ನು ಪೀಡಿಸುತ್ತಲೇ ಇವೆ. ಗರ್ಭಪಾತ ಮತ್ತು ಹುಟ್ಟಲಿರುವ ಮಕ್ಕಳ ಸಾವು ಅಂತಹ ಪದ್ಧತಿಗಳ ಉದಾಹರಣೆಗಳಾಗಿವೆ. bbox=[825, 1234, 940, 1271]
health-section bbox=[6, 472, 435, 772]
bollywood-subheadline: ನಿತೀಶ್ ಕುಮಾರ್ ರೆಡ್ಡಿ! bbox=[457, 226, 610, 250]
jersey-image bbox=[707, 298, 945, 708]
bollywood-headline-line2: ಮದುವೆಗೆ ಸಜ್ಜಾದ bbox=[455, 180, 624, 214]
zodiac-icon: ♊ bbox=[12, 1435, 52, 1475]
horoscope-sign-9: ♐ ಧನಸ್ಸು: ವಿವಿಧ ಮೂಲಗಳಿಂದ ಹಣ ಬರುವುದು, ಸ್ನೇಹಿತರು ಸಕಾಲದಲ್ಲಿ ನೆರವು ನೀಡುವರು, ಸುಖ ಭೋಜನ. bbox=[344, 1230, 464, 1292]
sign-text: ವಿವಾದಾತ್ಮಕ ವಿಷಯಗಳಿಂದ ದೂರವಿರಿ, ಆರೋಗ್ಯದಲ್ಲಿ ವ್ಯತ್ಯಾಸ, ಪರರ ಧನಪ್ರಾಪ್ತಿ. bbox=[230, 1286, 327, 1304]
sign-text: ಸ್ವಗೃಹ ವಾಸ, ಆರ್ಥಿಕ ಪರಿಸ್ಥಿತಿ ಚೇತರಿಕೆ, ಮಾತಿನ ಚಕಮಕಿ, ಸಾಲದಿಂದ ಮುಕ್ತಿ, ಯತ್ನಕಾರ್ಯಾನುಕೂಲ. bbox=[392, 1426, 454, 1464]
sign-text: ಅನಗತ್ಯ ತಿರುಗಾಟ, ವಿಶ್ರಾಂತಿ ಇಲ್ಲದ ಕೆಲಸ, ಗುರುಗಳಿಂದ ಬೋಧನೆ, ಸ್ವಂತ ಪರಿಶ್ರಮದಿಂದ ಯಶಸ್ಸು. bbox=[392, 1362, 455, 1400]
horoscope-sign-12: ♓ ಮೀನ: ಸ್ವಗೃಹ ವಾಸ, ಆರ್ಥಿಕ ಪರಿಸ್ಥಿತಿ ಚೇತರಿಕೆ, ಮಾತಿನ ಚಕಮಕಿ, ಸಾಲದಿಂದ ಮುಕ್ತಿ, ಯತ್ನಕಾರ್ಯಾನುಕೂಲ. bbox=[344, 1422, 464, 1484]
divider bbox=[0, 132, 945, 136]
recipe-section bbox=[6, 138, 435, 470]
method-step: ಮೊದಲಿಗೆ ಮಾರುಕಟ್ಟೆಯಿಂದ ತಂದಿರುವ ಚಿಕನ್‌ನ್ನು ಸ್ವಚ್ಛವಾಗಿ ಬಿಸಿನೀರಿನಲ್ಲಿ ತೊಳೆದುಕೊಳ್ಳಿ, ನಂತರ ಕುಕ್ಕರ್‌ಗೆ ಹಾಕಿ ಸಮ ಪ್ರಮಾಣದಲ್ಲಿ ನೀರು ಸೇರಿಸಿ ಒಂದು ವಿಸಲ್ ಬರೋವರೆಗೂ ಬೇಯಿಸಿಕೊಳ್ಳಿ. bbox=[287, 184, 427, 225]
health-headline: ಐದೇ ನಿಮಿಷದಲ್ಲಿ ಗ್ಯಾಸ್ಟ್ರಿಕ್ ಕಮ್ಮಿ ಆಗುತ್ತೆ bbox=[112, 476, 329, 496]
health-col2: ತುಪ್ಪ ಬೆರೆಸಿದ ತಂಪಾದ ಹಾಲನ್ನು ಈ ಸಂದರ್ಭದಲ್ಲಿ ಸೇವನೆ ಮಾಡಬಹುದು. ಹೊಟ್ಟೆಯ ಭಾಗದ ಗ್ಯಾಸ್ಟ್ರಿಕ್ ಮತ್ತು ಎದೆಯುರಿ ಸಮಸ್ಯೆಗೆ ರಾಮಬಾಣವಾಗಿ ಏಲಕ್ಕಿ ಕೆಲಸ ಮಾಡುತ್ತದೆ. ಏಕೆಂದರೆ ಇದರಲ್ಲಿ ಹೊಟ್ಟೆಯ ಭಾಗದಲ್ಲಿ ಉತ್ಪತ್ತಿಯಾಗುವ ಆಮ್ಲದ ಪ್ರಮಾಣವನ್ನು ತಗ್ಗಿಸುವ ಗುಣ ಕಂಡುಬರುತ್ತದೆ. ಹೀಗಾಗಿ ನಿಮ್ಮ ಗ್ಯಾಸ್ಟ್ರಿಕ್ ಸಮಸ್ಯೆಗೆ ಅತ್ಯದ್ಭುತ ಪರಿಹಾರವಾಗಿ ಏಲಕ್ಕಿ ಕೆಲಸ ಮಾಡಬಲ್ಲದು. ಏಲಕ್ಕಿ ಪುಡಿಯನ್ನು ಒಂದು ಲೋಟ ನೀರಿನಲ್ಲಿ ಹಾಕಿ ಚೆನ್ನಾಗಿ ಕಲಸಿ ಕುಡಿಯುವುದರಿಂದ ನಿಮಗೆ ಪರಿಹಾರ ಸಿಗುತ್ತದೆ. ಜೇನುತುಪ್ಪ ಸೇವನೆಯಿಂದ ಕೆಮ್ಮು ಮತ್ತು ಗಂಟಲಿನ ಉರಿಯೂತವನ್ನು ಕಡಿಮೆ ಮಾಡಿಕೊಳ್ಳುವ ಜೊತೆಗೆ ಗ್ಯಾಸ್ಟ್ರಿಕ್ ಸಮಸ್ಯೆಗೆ ಕೂಡ ಉತ್ತಮ ಪರಿಹಾರ ಸಿಗಲಿದೆ. ಜೇನುತುಪ್ಪ ತನ್ನಲ್ಲಿ ಆಂಟಿ ಬ್ಯಾಕ್ಟೀರಿಯಲ್ ಗುಣ ಲಕ್ಷಣಗಳನ್ನು ಒಳಗೊಂಡಿರುವ ಕಾರಣ, ಕೇವಲ 5 ನಿಮಿಷದಲ್ಲಿ ಗ್ಯಾಸ್ಟ್ರಿಕ್ ಸಮಸ್ಯೆ ಪರಿಹಾರವಾಗುತ್ತದೆ. bbox=[290, 526, 418, 659]
sign-name: ತುಲಾ bbox=[230, 1390, 243, 1398]
page-number: 6 bbox=[12, 6, 40, 57]
